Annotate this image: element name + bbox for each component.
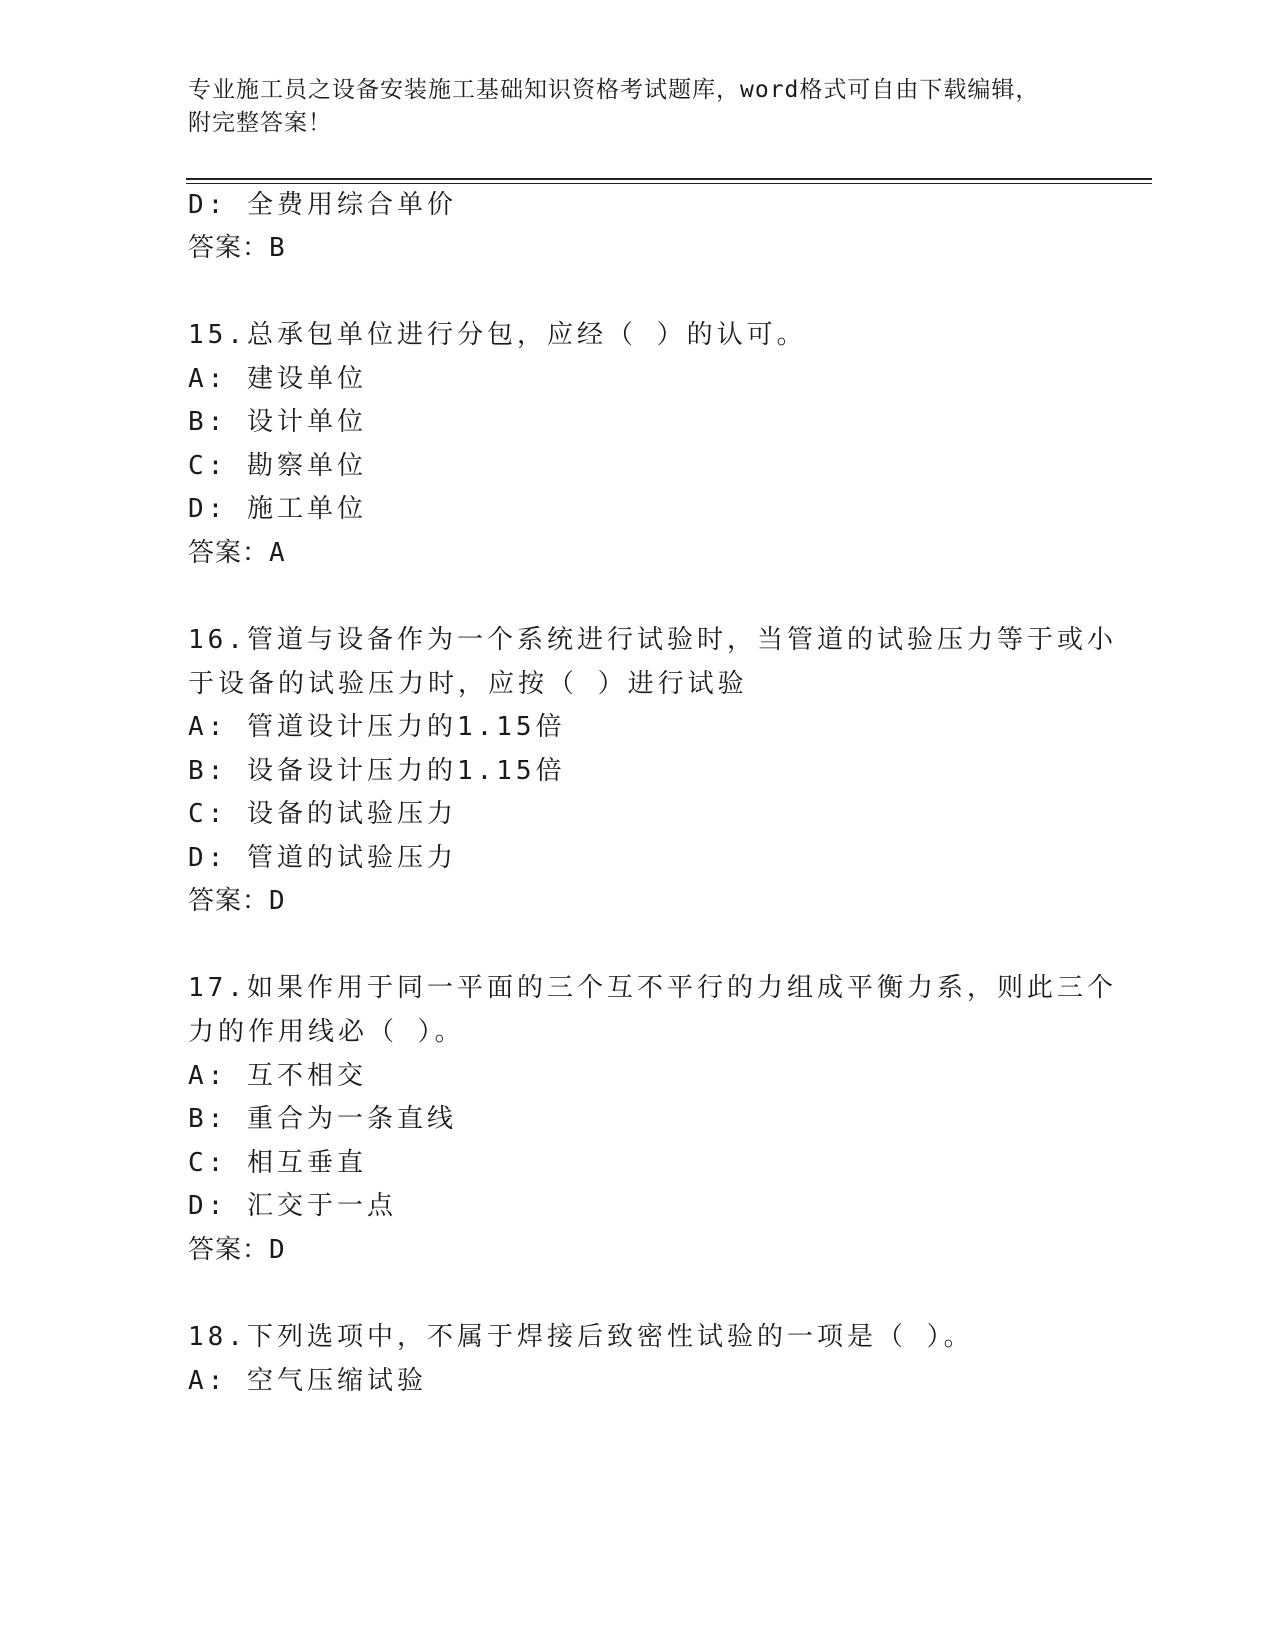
answer-label: 答案： xyxy=(188,1235,270,1265)
q17-option-d: D: 汇交于一点 xyxy=(188,1191,397,1221)
q15-option-d: D: 施工单位 xyxy=(188,494,367,524)
document-header xyxy=(188,74,1088,140)
q15-stem-line-1: 15.总承包单位进行分包，应经（ ）的认可。 xyxy=(188,320,807,350)
q18-stem-line-1: 18.下列选项中，不属于焊接后致密性试验的一项是（ ）。 xyxy=(188,1322,974,1352)
answer-value: A xyxy=(269,538,286,568)
q15-option-a: A: 建设单位 xyxy=(188,364,367,394)
q14-answer xyxy=(188,231,286,265)
answer-label: 答案： xyxy=(188,538,270,568)
q17-option-b: B: 重合为一条直线 xyxy=(188,1104,457,1134)
q16-option-c: C: 设备的试验压力 xyxy=(188,799,457,829)
answer-value: D xyxy=(269,886,286,916)
q17-option-a: A: 互不相交 xyxy=(188,1061,367,1091)
q16-option-a: A: 管道设计压力的1.15倍 xyxy=(188,712,566,742)
q16-answer xyxy=(188,884,286,918)
q17-answer xyxy=(188,1233,286,1267)
header-divider-thin xyxy=(186,183,1152,184)
answer-value: B xyxy=(269,233,286,263)
q16-stem-line-2: 于设备的试验压力时，应按（ ）进行试验 xyxy=(188,669,748,699)
q16-option-b: B: 设备设计压力的1.15倍 xyxy=(188,756,566,786)
header-line-2: 附完整答案！ xyxy=(188,110,332,136)
q17-stem-line-1: 17.如果作用于同一平面的三个互不平行的力组成平衡力系，则此三个 xyxy=(188,973,1117,1003)
header-divider-thick xyxy=(186,178,1152,180)
q14-option-d: D: 全费用综合单价 xyxy=(188,190,457,220)
header-line-1: 专业施工员之设备安装施工基础知识资格考试题库，word格式可自由下载编辑， xyxy=(188,77,1040,103)
answer-label: 答案： xyxy=(188,886,270,916)
q15-option-c: C: 勘察单位 xyxy=(188,451,367,481)
answer-label: 答案： xyxy=(188,233,270,263)
answer-value: D xyxy=(269,1235,286,1265)
q16-stem-line-1: 16.管道与设备作为一个系统进行试验时，当管道的试验压力等于或小 xyxy=(188,625,1117,655)
q18-option-a: A: 空气压缩试验 xyxy=(188,1366,427,1396)
q15-option-b: B: 设计单位 xyxy=(188,407,367,437)
q17-stem-line-2: 力的作用线必（ ）。 xyxy=(188,1017,465,1047)
q16-option-d: D: 管道的试验压力 xyxy=(188,843,457,873)
q15-answer xyxy=(188,536,286,570)
q17-option-c: C: 相互垂直 xyxy=(188,1148,367,1178)
